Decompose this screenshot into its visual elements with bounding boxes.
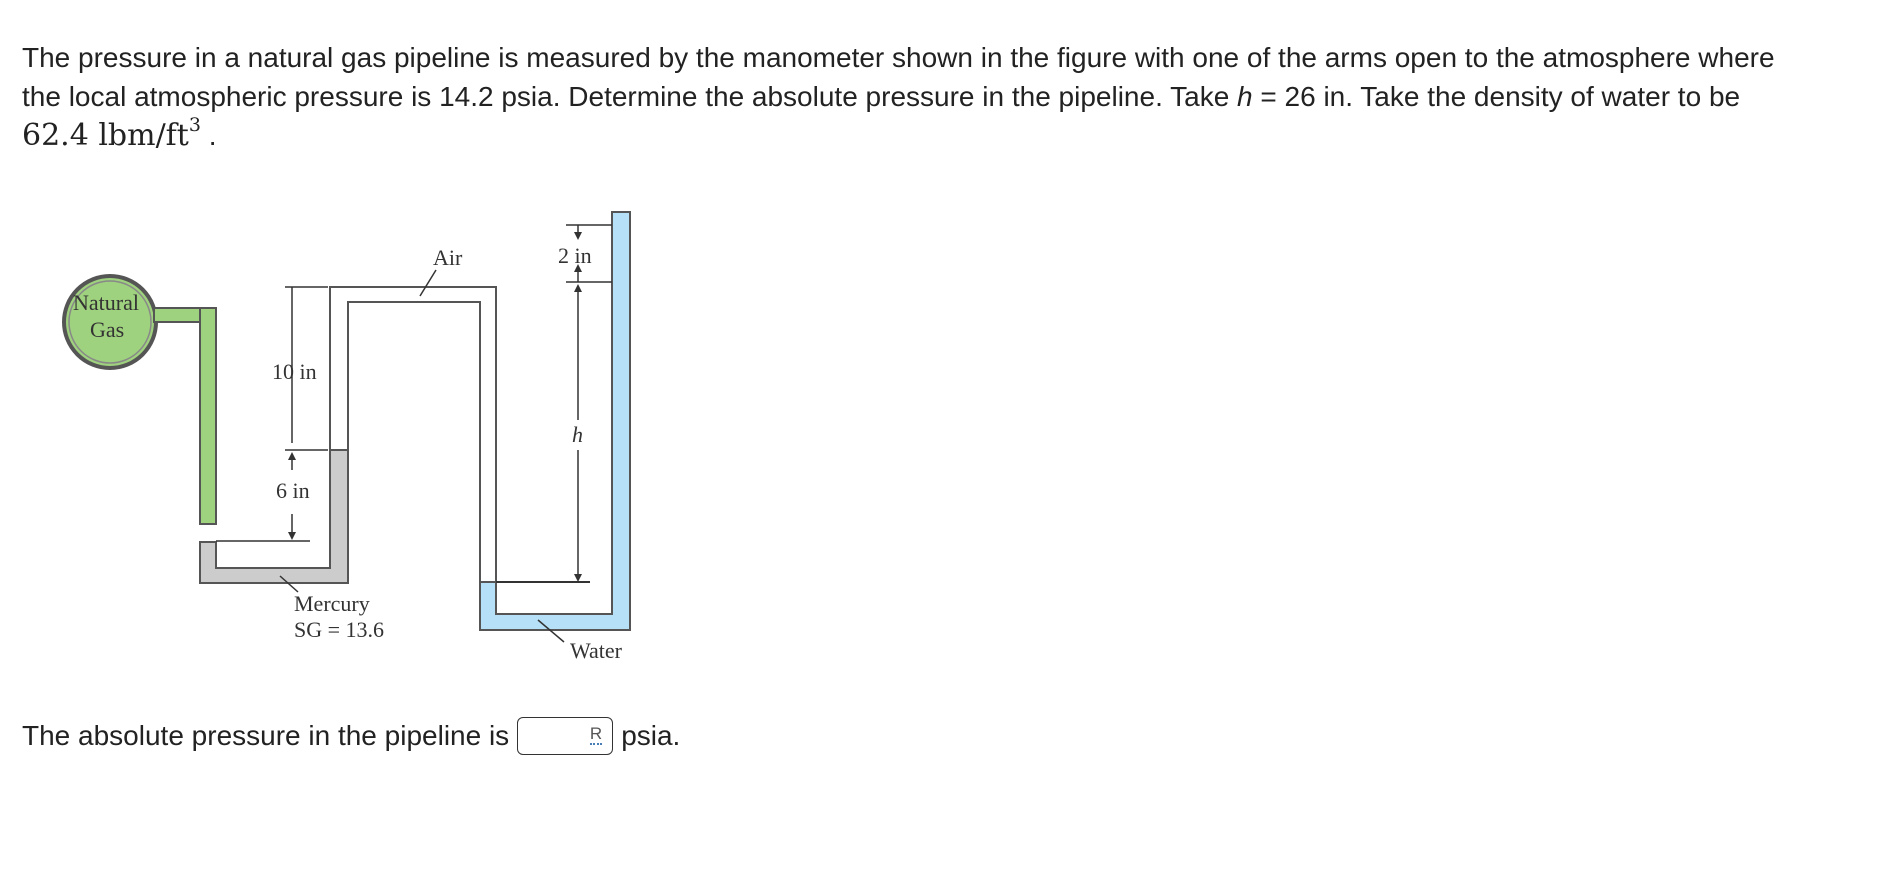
- mercury-u-tube: [200, 450, 348, 583]
- label-gas: Gas: [90, 317, 125, 342]
- reference-icon[interactable]: R: [589, 724, 603, 743]
- answer-input[interactable]: [517, 717, 613, 755]
- dimension-6in: [216, 452, 310, 541]
- problem-text-part3: .: [200, 120, 217, 151]
- mercury-fill: [200, 450, 348, 583]
- problem-text-part1: The pressure in a natural gas pipeline is measured by the manometer shown in the figure with one of the arms open to the atmosphere where the local atmospheric pressure is 14.2 psia. Determine the absolute pressure in the pipeline. Take: [22, 42, 1775, 112]
- dimension-10in: [272, 287, 328, 450]
- dimension-h: [566, 284, 590, 582]
- answer-prefix: The absolute pressure in the pipeline is: [22, 720, 510, 751]
- gas-pipe-vertical: [200, 308, 216, 524]
- water-fill: [480, 212, 630, 630]
- dimension-2in: [558, 225, 592, 282]
- air-tube: [330, 287, 496, 582]
- label-mercury-sg: SG = 13.6: [294, 617, 385, 642]
- manometer-diagram: [0, 180, 700, 700]
- dim-2in-top-arrow: [574, 232, 582, 240]
- label-6in: 6 in: [276, 478, 310, 503]
- water-u-tube: [480, 212, 630, 630]
- air-tube-outline: [330, 287, 496, 582]
- air-region: [332, 288, 494, 300]
- dim-6in-top-arrow: [288, 452, 296, 460]
- label-water: Water: [570, 638, 622, 663]
- answer-row: [22, 712, 680, 760]
- problem-statement: [22, 38, 1802, 155]
- label-2in: 2 in: [558, 243, 592, 268]
- answer-unit: psia.: [621, 720, 681, 751]
- dim-h-top-arrow: [574, 284, 582, 292]
- dim-h-bottom-arrow: [574, 574, 582, 582]
- density-value: 62.4 lbm/ft: [22, 118, 189, 153]
- label-mercury: Mercury: [294, 591, 370, 616]
- label-10in: 10 in: [272, 359, 317, 384]
- problem-text-part2: = 26 in. Take the density of water to be: [1252, 81, 1741, 112]
- manometer-figure: [0, 180, 700, 700]
- label-natural: Natural: [73, 290, 139, 315]
- dim-6in-bottom-arrow: [288, 532, 296, 540]
- density-expression: [22, 114, 201, 153]
- h-variable: h: [1237, 81, 1253, 112]
- density-exponent: 3: [188, 114, 201, 136]
- label-air: Air: [433, 245, 463, 270]
- label-h: h: [572, 422, 583, 447]
